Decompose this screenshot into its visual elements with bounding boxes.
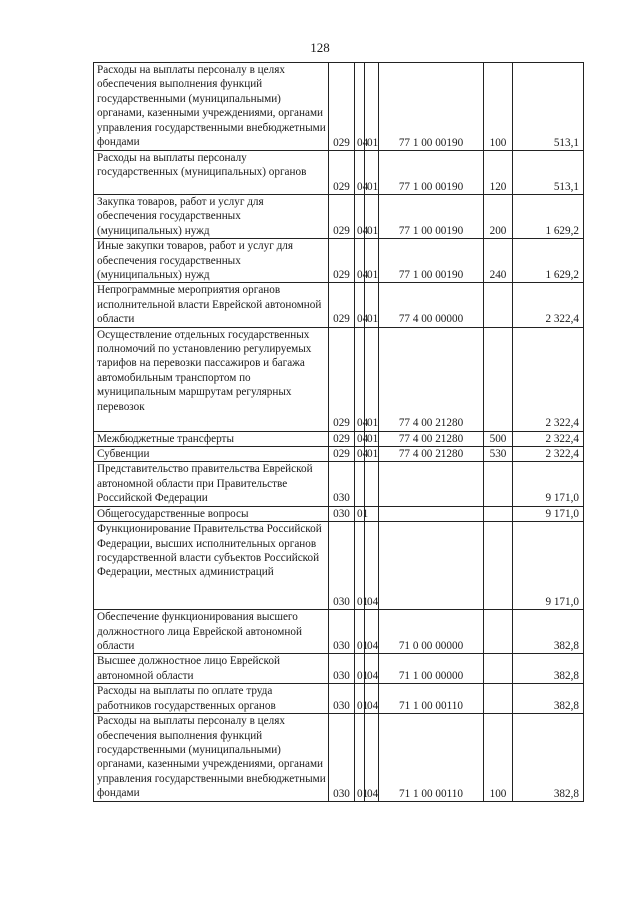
row-sum: 1 629,2 bbox=[513, 239, 584, 283]
row-expense-type bbox=[484, 327, 513, 431]
row-expense-type bbox=[484, 283, 513, 327]
row-subsection-code: 01 bbox=[365, 283, 379, 327]
row-admin-code: 029 bbox=[329, 431, 355, 446]
row-section-code: 04 bbox=[355, 283, 365, 327]
row-admin-code: 029 bbox=[329, 447, 355, 462]
row-name: Представительство правительства Еврейской автономной области при Правительстве Российской Федерации bbox=[94, 462, 329, 506]
row-target-article: 77 4 00 21280 bbox=[379, 431, 484, 446]
row-expense-type bbox=[484, 684, 513, 714]
row-target-article: 77 4 00 21280 bbox=[379, 327, 484, 431]
row-target-article: 71 1 00 00000 bbox=[379, 654, 484, 684]
row-name: Межбюджетные трансферты bbox=[94, 431, 329, 446]
row-sum: 1 629,2 bbox=[513, 195, 584, 239]
row-target-article: 77 1 00 00190 bbox=[379, 195, 484, 239]
row-subsection-code: 04 bbox=[365, 654, 379, 684]
row-sum: 382,8 bbox=[513, 714, 584, 802]
row-section-code: 04 bbox=[355, 239, 365, 283]
row-name: Расходы на выплаты персоналу в целях обеспечения выполнения функций государственными (муниципальными) органами, казенными учреждениями, органами управления государственными внебюджетными фондами bbox=[94, 63, 329, 151]
row-target-article: 77 1 00 00190 bbox=[379, 151, 484, 195]
table-row bbox=[94, 522, 584, 610]
row-section-code bbox=[355, 462, 365, 506]
row-target-article: 77 1 00 00190 bbox=[379, 63, 484, 151]
row-expense-type bbox=[484, 522, 513, 610]
row-sum: 9 171,0 bbox=[513, 522, 584, 610]
row-expense-type: 200 bbox=[484, 195, 513, 239]
row-section-code: 04 bbox=[355, 63, 365, 151]
row-name: Высшее должностное лицо Еврейской автономной области bbox=[94, 654, 329, 684]
row-name: Иные закупки товаров, работ и услуг для обеспечения государственных (муниципальных) нужд bbox=[94, 239, 329, 283]
table-row bbox=[94, 462, 584, 506]
table-row bbox=[94, 195, 584, 239]
row-expense-type: 530 bbox=[484, 447, 513, 462]
table-row bbox=[94, 63, 584, 151]
row-section-code: 04 bbox=[355, 431, 365, 446]
row-expense-type: 500 bbox=[484, 431, 513, 446]
row-name: Расходы на выплаты по оплате труда работников государственных органов bbox=[94, 684, 329, 714]
row-sum: 382,8 bbox=[513, 684, 584, 714]
row-target-article: 77 4 00 00000 bbox=[379, 283, 484, 327]
row-name: Обеспечение функционирования высшего должностного лица Еврейской автономной области bbox=[94, 610, 329, 654]
row-target-article: 77 1 00 00190 bbox=[379, 239, 484, 283]
row-target-article bbox=[379, 522, 484, 610]
row-target-article bbox=[379, 506, 484, 521]
row-subsection-code: 01 bbox=[365, 447, 379, 462]
table-row bbox=[94, 239, 584, 283]
row-name: Расходы на выплаты персоналу государственных (муниципальных) органов bbox=[94, 151, 329, 195]
row-target-article: 71 0 00 00000 bbox=[379, 610, 484, 654]
row-subsection-code bbox=[365, 462, 379, 506]
table-row bbox=[94, 283, 584, 327]
row-sum: 9 171,0 bbox=[513, 462, 584, 506]
row-admin-code: 029 bbox=[329, 151, 355, 195]
row-sum: 513,1 bbox=[513, 151, 584, 195]
table-row bbox=[94, 714, 584, 802]
row-admin-code: 030 bbox=[329, 610, 355, 654]
row-subsection-code: 01 bbox=[365, 239, 379, 283]
row-section-code: 04 bbox=[355, 327, 365, 431]
row-admin-code: 030 bbox=[329, 714, 355, 802]
row-section-code: 01 bbox=[355, 684, 365, 714]
page-number: 128 bbox=[310, 40, 330, 55]
row-expense-type bbox=[484, 506, 513, 521]
row-admin-code: 029 bbox=[329, 327, 355, 431]
row-sum: 2 322,4 bbox=[513, 431, 584, 446]
row-section-code: 04 bbox=[355, 151, 365, 195]
row-admin-code: 029 bbox=[329, 195, 355, 239]
row-expense-type: 120 bbox=[484, 151, 513, 195]
row-sum: 382,8 bbox=[513, 610, 584, 654]
row-target-article: 71 1 00 00110 bbox=[379, 684, 484, 714]
row-section-code: 01 bbox=[355, 654, 365, 684]
row-admin-code: 030 bbox=[329, 684, 355, 714]
row-target-article bbox=[379, 462, 484, 506]
row-section-code: 01 bbox=[355, 506, 365, 521]
row-admin-code: 030 bbox=[329, 506, 355, 521]
table-row bbox=[94, 684, 584, 714]
row-section-code: 01 bbox=[355, 714, 365, 802]
row-subsection-code: 04 bbox=[365, 610, 379, 654]
row-subsection-code: 01 bbox=[365, 431, 379, 446]
row-sum: 2 322,4 bbox=[513, 447, 584, 462]
row-expense-type bbox=[484, 610, 513, 654]
table-row bbox=[94, 447, 584, 462]
row-name: Функционирование Правительства Российской Федерации, высших исполнительных органов государственной власти субъектов Российской Федерации, местных администраций bbox=[94, 522, 329, 610]
row-section-code: 01 bbox=[355, 522, 365, 610]
row-subsection-code: 04 bbox=[365, 684, 379, 714]
row-name: Осуществление отдельных государственных полномочий по установлению регулируемых тарифов на перевозки пассажиров и багажа автомобильным транспортом по муниципальным маршрутам регулярных перевозок bbox=[94, 327, 329, 431]
row-subsection-code: 01 bbox=[365, 195, 379, 239]
row-sum: 513,1 bbox=[513, 63, 584, 151]
row-expense-type bbox=[484, 654, 513, 684]
row-admin-code: 029 bbox=[329, 283, 355, 327]
row-admin-code: 030 bbox=[329, 462, 355, 506]
row-expense-type: 100 bbox=[484, 714, 513, 802]
row-name: Закупка товаров, работ и услуг для обеспечения государственных (муниципальных) нужд bbox=[94, 195, 329, 239]
table-row bbox=[94, 151, 584, 195]
row-expense-type: 240 bbox=[484, 239, 513, 283]
table-row bbox=[94, 610, 584, 654]
row-admin-code: 030 bbox=[329, 654, 355, 684]
row-name: Непрограммные мероприятия органов исполнительной власти Еврейской автономной области bbox=[94, 283, 329, 327]
budget-table bbox=[93, 62, 584, 802]
row-subsection-code: 01 bbox=[365, 327, 379, 431]
row-subsection-code: 04 bbox=[365, 522, 379, 610]
row-name: Общегосударственные вопросы bbox=[94, 506, 329, 521]
row-sum: 2 322,4 bbox=[513, 283, 584, 327]
table-row bbox=[94, 654, 584, 684]
row-subsection-code: 01 bbox=[365, 151, 379, 195]
row-name: Расходы на выплаты персоналу в целях обеспечения выполнения функций государственными (муниципальными) органами, казенными учреждениями, органами управления государственными внебюджетными фондами bbox=[94, 714, 329, 802]
row-admin-code: 029 bbox=[329, 239, 355, 283]
row-admin-code: 030 bbox=[329, 522, 355, 610]
row-sum: 9 171,0 bbox=[513, 506, 584, 521]
row-subsection-code: 04 bbox=[365, 714, 379, 802]
row-name: Субвенции bbox=[94, 447, 329, 462]
row-target-article: 71 1 00 00110 bbox=[379, 714, 484, 802]
row-section-code: 04 bbox=[355, 195, 365, 239]
row-subsection-code: 01 bbox=[365, 63, 379, 151]
row-section-code: 01 bbox=[355, 610, 365, 654]
row-admin-code: 029 bbox=[329, 63, 355, 151]
row-expense-type: 100 bbox=[484, 63, 513, 151]
table-row bbox=[94, 506, 584, 521]
table-row bbox=[94, 431, 584, 446]
table-row bbox=[94, 327, 584, 431]
row-expense-type bbox=[484, 462, 513, 506]
row-target-article: 77 4 00 21280 bbox=[379, 447, 484, 462]
row-section-code: 04 bbox=[355, 447, 365, 462]
row-sum: 2 322,4 bbox=[513, 327, 584, 431]
row-sum: 382,8 bbox=[513, 654, 584, 684]
